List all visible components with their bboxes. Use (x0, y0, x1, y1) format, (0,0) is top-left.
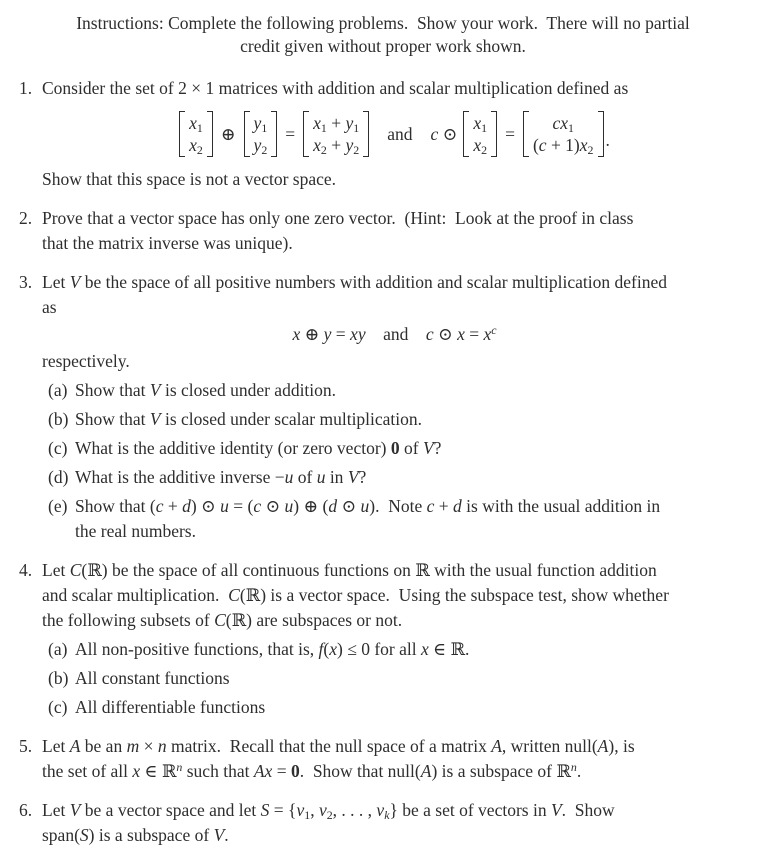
matrix-x-vector-2 (463, 111, 497, 157)
problem-3-equation: x ⊕ y = xy and c ⊙ $x = x^c$ (292, 323, 497, 344)
problem-3-item-e (42, 494, 747, 544)
subitem-text: What is the additive identity (or zero vector) 0 of V? (75, 438, 442, 458)
subitem-text: Show that V is closed under scalar multiplication. (75, 409, 423, 429)
equation-period: . (605, 130, 610, 150)
matrix-body (250, 111, 272, 157)
problem-4-body (42, 558, 747, 720)
problem-2 (19, 206, 747, 256)
oplus-operator: ⊕ (220, 123, 236, 144)
problem-5-body (42, 734, 747, 784)
problem-2-text: Prove that a vector space has only one zero vector. (Hint: Look at the proof in class that the matrix inverse was unique). (42, 208, 634, 253)
problem-1-body (42, 76, 747, 192)
problem-4-item-a (42, 637, 747, 662)
problem-1-conclusion: Show that this space is not a vector space. (42, 169, 337, 189)
problem-3-item-d (42, 465, 747, 490)
subitem-label: (c) (48, 438, 68, 458)
matrix-body (185, 111, 207, 157)
subitem-label: (b) (48, 668, 69, 688)
problem-4-number: 4. (19, 560, 33, 580)
matrix-bracket-right (491, 111, 497, 157)
problem-5-number: 5. (19, 736, 33, 756)
matrix-cell: $y_1$ (253, 113, 268, 135)
problem-1 (19, 76, 747, 192)
subitem-text: All non-positive functions, that is, f(x) ≤ 0 for all x ∈ ℝ. (75, 639, 470, 659)
matrix-body (529, 111, 598, 157)
subitem-label: (e) (48, 496, 68, 516)
problem-3 (19, 270, 747, 544)
problem-5 (19, 734, 747, 784)
problem-4-lead: Let C(ℝ) be the space of all continuous functions on ℝ with the usual function addition and scalar multiplication. C(ℝ) is a vector space. Using the subspace test, show whether the following subsets of C(ℝ) are subspaces or not. (42, 560, 669, 630)
problem-3-item-a (42, 378, 747, 403)
subitem-text: All differentiable functions (75, 697, 266, 717)
scalar-c-odot: c ⊙ (430, 123, 458, 144)
problem-5-text: Let A be an m × n matrix. Recall that the null space of a matrix A, written null(A), is the set of all x ∈ ℝ$^n$ such that Ax = 0. Show that null(A) is a subspace of ℝ$^n$. (42, 736, 635, 781)
matrix-body (469, 111, 491, 157)
subitem-text: All constant functions (75, 668, 230, 688)
subitem-text: What is the additive inverse −u of u in V? (75, 467, 367, 487)
problem-6-text: Let V be a vector space and let $S = \{v_1$, $v_2$, . . . , $v_k$} be a set of vectors in V. Show span(S) is a subspace of V. (42, 800, 615, 845)
matrix-bracket-right (598, 111, 604, 157)
subitem-label: (d) (48, 467, 69, 487)
problem-3-respectively: respectively. (42, 351, 130, 371)
equals-sign: = (285, 123, 296, 144)
matrix-cell: $x_2$ (189, 135, 203, 157)
subitem-label: (c) (48, 697, 68, 717)
problem-3-number: 3. (19, 272, 33, 292)
problem-3-item-c (42, 436, 747, 461)
problem-1-number: 1. (19, 78, 33, 98)
matrix-y-vector (244, 111, 278, 157)
matrix-body (309, 111, 363, 157)
matrix-sum-vector (303, 111, 369, 157)
matrix-bracket-right (271, 111, 277, 157)
equals-sign: = (505, 123, 515, 144)
problem-6 (19, 798, 747, 848)
matrix-cell: $x_1$ (473, 113, 488, 135)
matrix-cell: $(c + 1)x_2$ (532, 135, 594, 157)
and-connector: and (387, 123, 413, 144)
problem-4-item-c (42, 695, 747, 720)
subitem-text: Show that (c + d) ⊙ u = (c ⊙ u) ⊕ (d ⊙ u). Note c + d is with the usual addition in the real numbers. (75, 496, 661, 541)
matrix-bracket-right (363, 111, 369, 157)
subitem-label: (a) (48, 639, 68, 659)
matrix-bracket-right (207, 111, 213, 157)
matrix-cell: $cx_1$ (552, 113, 574, 135)
problem-6-number: 6. (19, 800, 33, 820)
subitem-label: (b) (48, 409, 69, 429)
problem-3-lead: Let V be the space of all positive numbers with addition and scalar multiplication defined as (42, 272, 667, 317)
problem-4 (19, 558, 747, 720)
subitem-text: Show that V is closed under addition. (75, 380, 337, 400)
problem-1-lead: Consider the set of 2 × 1 matrices with addition and scalar multiplication defined as (42, 78, 629, 98)
problem-6-body (42, 798, 747, 848)
problem-2-body (42, 206, 747, 256)
matrix-cell: $x_2 + y_2$ (313, 135, 360, 157)
problem-4-item-b (42, 666, 747, 691)
subitem-label: (a) (48, 380, 68, 400)
matrix-cell: $y_2$ (253, 135, 268, 157)
problem-2-number: 2. (19, 208, 33, 228)
matrix-cell: $x_1 + y_1$ (313, 113, 360, 135)
matrix-cell: $x_1$ (189, 113, 203, 135)
problem-1-equation (42, 111, 747, 157)
matrix-cell: $x_2$ (473, 135, 488, 157)
matrix-x-vector (179, 111, 213, 157)
matrix-scalar-result (523, 111, 604, 157)
instructions-header: Instructions: Complete the following problems. Show your work. There will no partial credit given without proper work shown. (76, 13, 690, 56)
problem-3-body (42, 270, 747, 544)
problem-3-item-b (42, 407, 747, 432)
